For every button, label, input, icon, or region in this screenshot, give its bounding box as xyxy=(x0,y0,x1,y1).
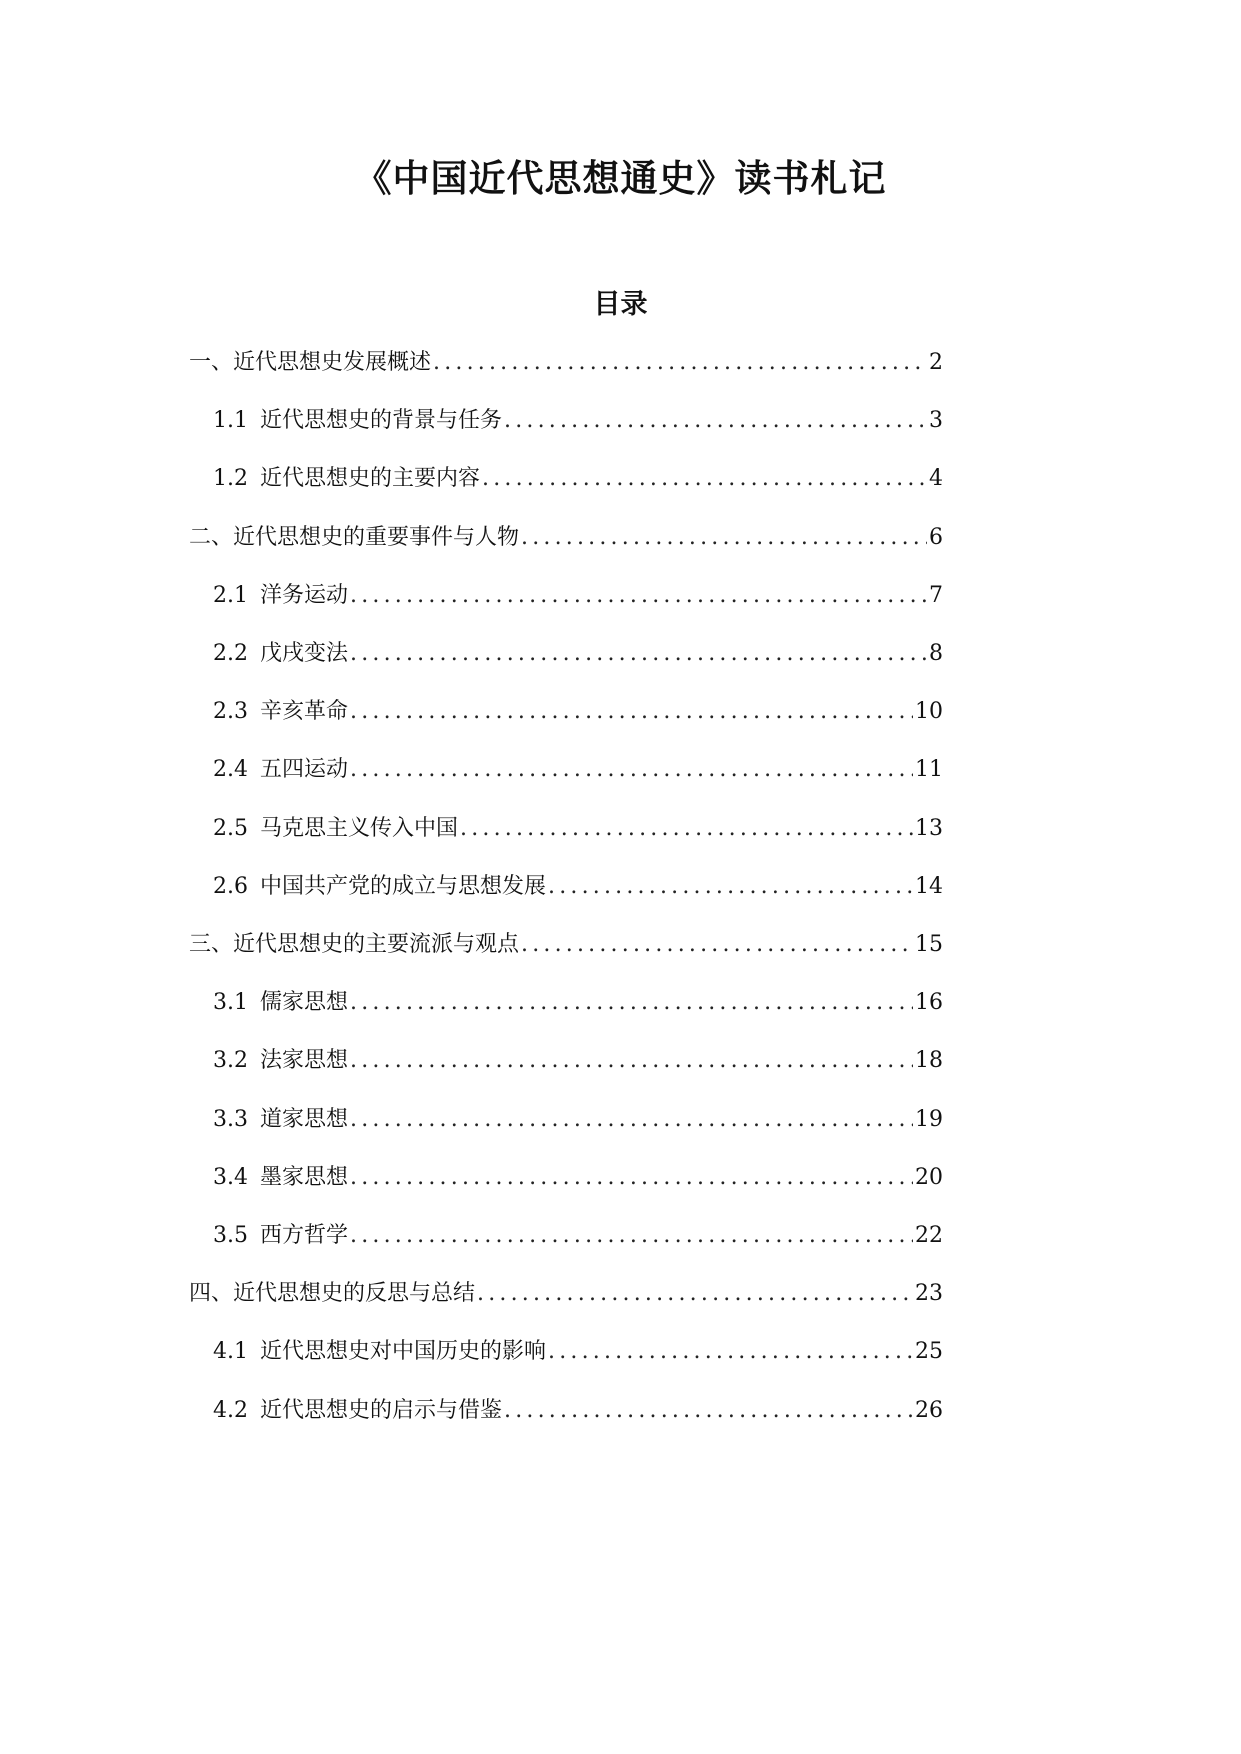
toc-entry-title: 一、近代思想史发展概述 xyxy=(189,350,432,375)
toc-entry-page-number: 6 xyxy=(929,524,943,550)
toc-dot-leader xyxy=(350,1163,913,1193)
toc-entry-page-number: 20 xyxy=(915,1164,943,1190)
toc-entry-number: 2.5 xyxy=(213,815,248,841)
toc-entry-title: 近代思想史的背景与任务 xyxy=(260,408,503,434)
toc-entry-page-number: 14 xyxy=(915,873,943,899)
toc-entry-title: 儒家思想 xyxy=(260,990,349,1016)
toc-entry-page-number: 15 xyxy=(915,932,943,957)
toc-dot-leader xyxy=(350,1105,913,1135)
toc-dot-leader xyxy=(460,814,913,844)
toc-entry-page-number: 8 xyxy=(929,641,943,666)
toc-entry-title: 中国共产党的成立与思想发展 xyxy=(260,873,547,899)
toc-entry[interactable] xyxy=(213,1221,943,1251)
toc-entry-number: 2.6 xyxy=(213,873,248,899)
toc-entry-number: 3.2 xyxy=(213,1048,248,1074)
toc-entry-page-number: 19 xyxy=(915,1106,943,1132)
toc-entry-number: 2.2 xyxy=(213,641,248,666)
toc-dot-leader xyxy=(482,464,927,494)
toc-entry-number: 4.1 xyxy=(213,1339,248,1365)
toc-entry-title: 洋务运动 xyxy=(260,582,349,608)
toc-entry-page-number: 2 xyxy=(929,350,943,375)
toc-dot-leader xyxy=(350,755,913,785)
toc-dot-leader xyxy=(521,523,927,553)
toc-entry[interactable] xyxy=(213,814,943,844)
toc-entry-title: 墨家思想 xyxy=(260,1164,349,1190)
toc-entry-page-number: 3 xyxy=(929,408,943,434)
toc-entry[interactable] xyxy=(213,988,943,1018)
toc-entry-page-number: 16 xyxy=(915,990,943,1016)
toc-entry-title: 三、近代思想史的主要流派与观点 xyxy=(189,932,520,957)
toc-entry-number: 2.1 xyxy=(213,582,248,608)
toc-dot-leader xyxy=(521,930,913,960)
toc-entry-title: 道家思想 xyxy=(260,1106,349,1132)
toc-entry[interactable] xyxy=(189,348,943,378)
toc-dot-leader xyxy=(350,697,913,727)
toc-entry[interactable] xyxy=(213,872,943,902)
toc-entry[interactable] xyxy=(213,581,943,611)
toc-entry-title: 戊戌变法 xyxy=(260,641,349,666)
toc-heading: 目录 xyxy=(593,289,648,320)
toc-entry-page-number: 11 xyxy=(915,757,943,783)
toc-entry-page-number: 18 xyxy=(915,1048,943,1074)
toc-entry[interactable] xyxy=(189,1279,943,1309)
toc-dot-leader xyxy=(433,348,927,378)
toc-entry-page-number: 7 xyxy=(929,582,943,608)
toc-entry-title: 四、近代思想史的反思与总结 xyxy=(189,1281,476,1307)
toc-entry-title: 辛亥革命 xyxy=(260,699,349,725)
toc-entry-page-number: 10 xyxy=(915,699,943,725)
toc-entry-number: 2.3 xyxy=(213,699,248,725)
toc-entry-number: 3.3 xyxy=(213,1106,248,1132)
toc-entry[interactable] xyxy=(213,406,943,436)
toc-dot-leader xyxy=(350,1046,913,1076)
toc-dot-leader xyxy=(350,639,927,669)
toc-entry-title: 近代思想史的主要内容 xyxy=(260,466,481,492)
toc-entry-title: 二、近代思想史的重要事件与人物 xyxy=(189,524,520,550)
toc-dot-leader xyxy=(504,1396,913,1426)
toc-entry[interactable] xyxy=(213,1046,943,1076)
toc-entry[interactable] xyxy=(213,464,943,494)
toc-entry-number: 1.1 xyxy=(213,408,248,434)
toc-entry-title: 五四运动 xyxy=(260,757,349,783)
toc-entry-page-number: 13 xyxy=(915,815,943,841)
toc-dot-leader xyxy=(350,988,913,1018)
toc-entry-title: 马克思主义传入中国 xyxy=(260,815,459,841)
toc-entry-number: 3.5 xyxy=(213,1223,248,1248)
toc-entry[interactable] xyxy=(213,1105,943,1135)
toc-entry-number: 4.2 xyxy=(213,1397,248,1423)
toc-entry[interactable] xyxy=(213,697,943,727)
toc-entry-number: 3.1 xyxy=(213,990,248,1016)
toc-entry-page-number: 26 xyxy=(915,1397,943,1423)
toc-entry-page-number: 23 xyxy=(915,1281,943,1307)
toc-entry-number: 2.4 xyxy=(213,757,248,783)
toc-dot-leader xyxy=(477,1279,913,1309)
toc-entry-page-number: 25 xyxy=(915,1339,943,1365)
toc-entry-page-number: 22 xyxy=(915,1223,943,1248)
toc-entry[interactable] xyxy=(213,639,943,669)
toc-entry[interactable] xyxy=(213,755,943,785)
toc-dot-leader xyxy=(350,581,927,611)
document-title: 《中国近代思想通史》读书札记 xyxy=(354,157,887,200)
toc-dot-leader xyxy=(548,1337,913,1367)
toc-entry-page-number: 4 xyxy=(929,466,943,492)
toc-entry-title: 近代思想史的启示与借鉴 xyxy=(260,1397,503,1423)
toc-entry[interactable] xyxy=(213,1396,943,1426)
toc-entry-title: 法家思想 xyxy=(260,1048,349,1074)
toc-entry-title: 西方哲学 xyxy=(260,1223,349,1248)
toc-entry[interactable] xyxy=(213,1337,943,1367)
toc-dot-leader xyxy=(350,1221,913,1251)
toc-dot-leader xyxy=(504,406,927,436)
toc-entry-number: 3.4 xyxy=(213,1164,248,1190)
toc-dot-leader xyxy=(548,872,913,902)
toc-entry-title: 近代思想史对中国历史的影响 xyxy=(260,1339,547,1365)
toc-entry[interactable] xyxy=(213,1163,943,1193)
toc-entry[interactable] xyxy=(189,523,943,553)
toc-entry[interactable] xyxy=(189,930,943,960)
toc-entry-number: 1.2 xyxy=(213,466,248,492)
